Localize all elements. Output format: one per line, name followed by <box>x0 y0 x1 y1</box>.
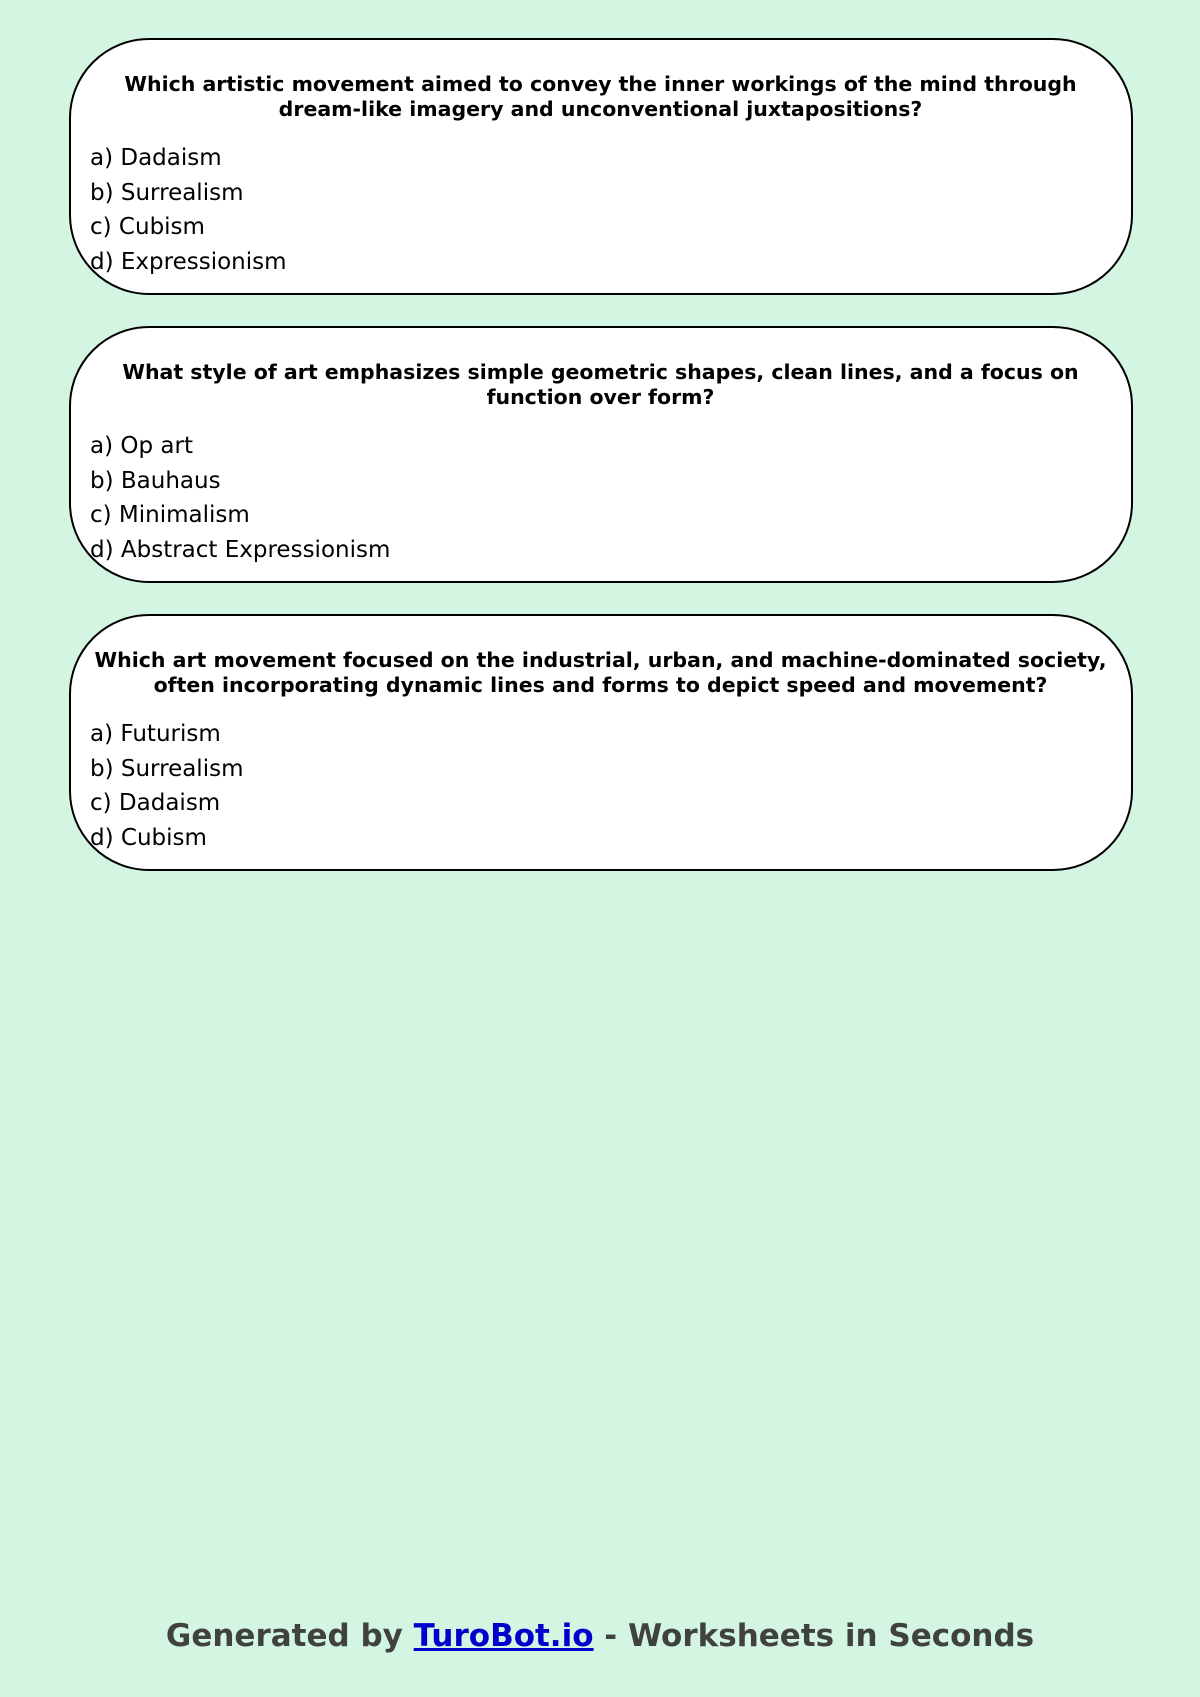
footer <box>0 1616 1200 1656</box>
footer-prefix: Generated by <box>165 1618 414 1654</box>
question-card <box>69 614 1133 871</box>
answer-option: a) Op art <box>90 433 193 459</box>
answer-options <box>90 141 1111 279</box>
answer-option: d) Cubism <box>90 824 207 851</box>
answer-option: b) Bauhaus <box>90 467 221 494</box>
answer-option: c) Dadaism <box>90 790 221 816</box>
turobot-link[interactable]: TuroBot.io <box>413 1618 594 1654</box>
answer-option: c) Cubism <box>90 214 205 240</box>
answer-option: b) Surrealism <box>90 755 244 782</box>
answer-option: b) Surrealism <box>90 179 244 206</box>
question-text: Which artistic movement aimed to convey the inner workings of the mind through dream-like imagery and unconventional juxtapositions? <box>124 72 1077 121</box>
answer-options <box>90 429 1111 567</box>
answer-options <box>90 717 1111 855</box>
answer-option: a) Futurism <box>90 721 221 747</box>
answer-option: c) Minimalism <box>90 502 250 528</box>
question-card <box>69 38 1133 295</box>
footer-suffix: - Worksheets in Seconds <box>593 1618 1035 1654</box>
answer-option: d) Expressionism <box>90 248 287 275</box>
answer-option: a) Dadaism <box>90 145 222 171</box>
question-card <box>69 326 1133 583</box>
question-list <box>69 38 1133 902</box>
question-text: Which art movement focused on the industrial, urban, and machine-dominated society, often incorporating dynamic lines and forms to depict speed and movement? <box>94 648 1107 697</box>
answer-option: d) Abstract Expressionism <box>90 536 391 563</box>
question-text: What style of art emphasizes simple geometric shapes, clean lines, and a focus on function over form? <box>122 360 1079 409</box>
